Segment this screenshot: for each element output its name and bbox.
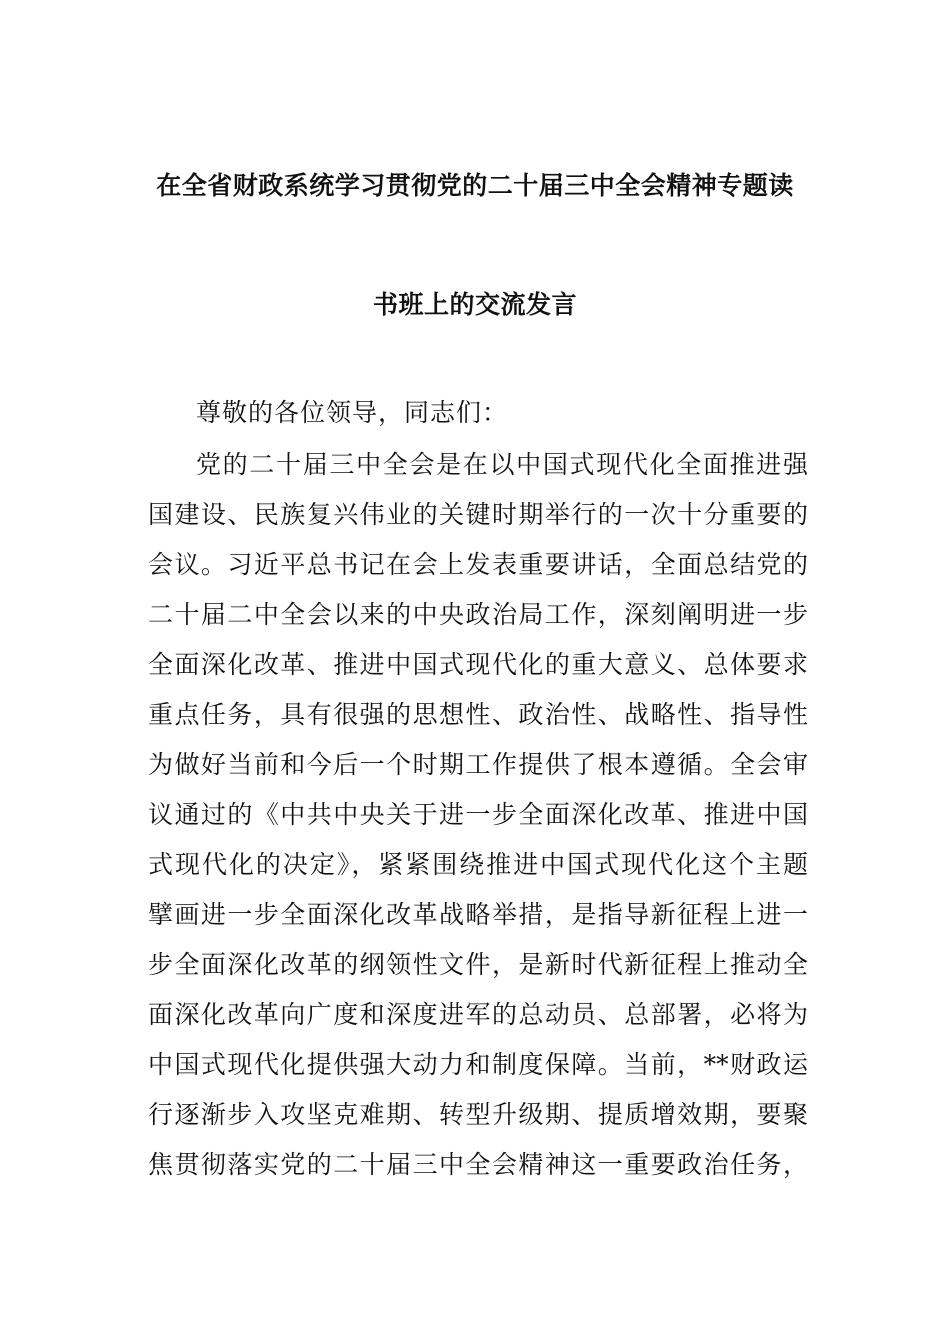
body-line: 擘画进一步全面深化改革战略举措，是指导新征程上进一 xyxy=(148,900,808,929)
body-line: 二十届二中全会以来的中央政治局工作，深刻阐明进一步 xyxy=(148,600,808,629)
body-line: 国建设、民族复兴伟业的关键时期举行的一次十分重要的 xyxy=(148,500,808,529)
body-line: 重点任务，具有很强的思想性、政治性、战略性、指导性 xyxy=(148,700,808,729)
document-title-line-1: 在全省财政系统学习贯彻党的二十届三中全会精神专题读 xyxy=(156,171,794,200)
body-line: 步全面深化改革的纲领性文件，是新时代新征程上推动全 xyxy=(148,950,808,979)
body-line: 党的二十届三中全会是在以中国式现代化全面推进强 xyxy=(196,450,808,479)
body-line: 面深化改革向广度和深度进军的总动员、总部署，必将为 xyxy=(148,1000,808,1029)
body-line: 式现代化的决定》，紧紧围绕推进中国式现代化这个主题 xyxy=(148,850,808,879)
body-line: 中国式现代化提供强大动力和制度保障。当前，**财政运 xyxy=(148,1050,808,1079)
document-title-line-2: 书班上的交流发言 xyxy=(372,290,577,319)
body-line: 议通过的《中共中央关于进一步全面深化改革、推进中国 xyxy=(148,800,808,829)
body-line: 会议。习近平总书记在会上发表重要讲话，全面总结党的 xyxy=(148,550,808,579)
body-line: 全面深化改革、推进中国式现代化的重大意义、总体要求 xyxy=(148,650,808,679)
body-line: 行逐渐步入攻坚克难期、转型升级期、提质增效期，要聚 xyxy=(148,1100,808,1129)
salutation: 尊敬的各位领导，同志们： xyxy=(196,398,509,427)
body-line: 焦贯彻落实党的二十届三中全会精神这一重要政治任务， xyxy=(148,1150,808,1179)
body-line: 为做好当前和今后一个时期工作提供了根本遵循。全会审 xyxy=(148,750,808,779)
